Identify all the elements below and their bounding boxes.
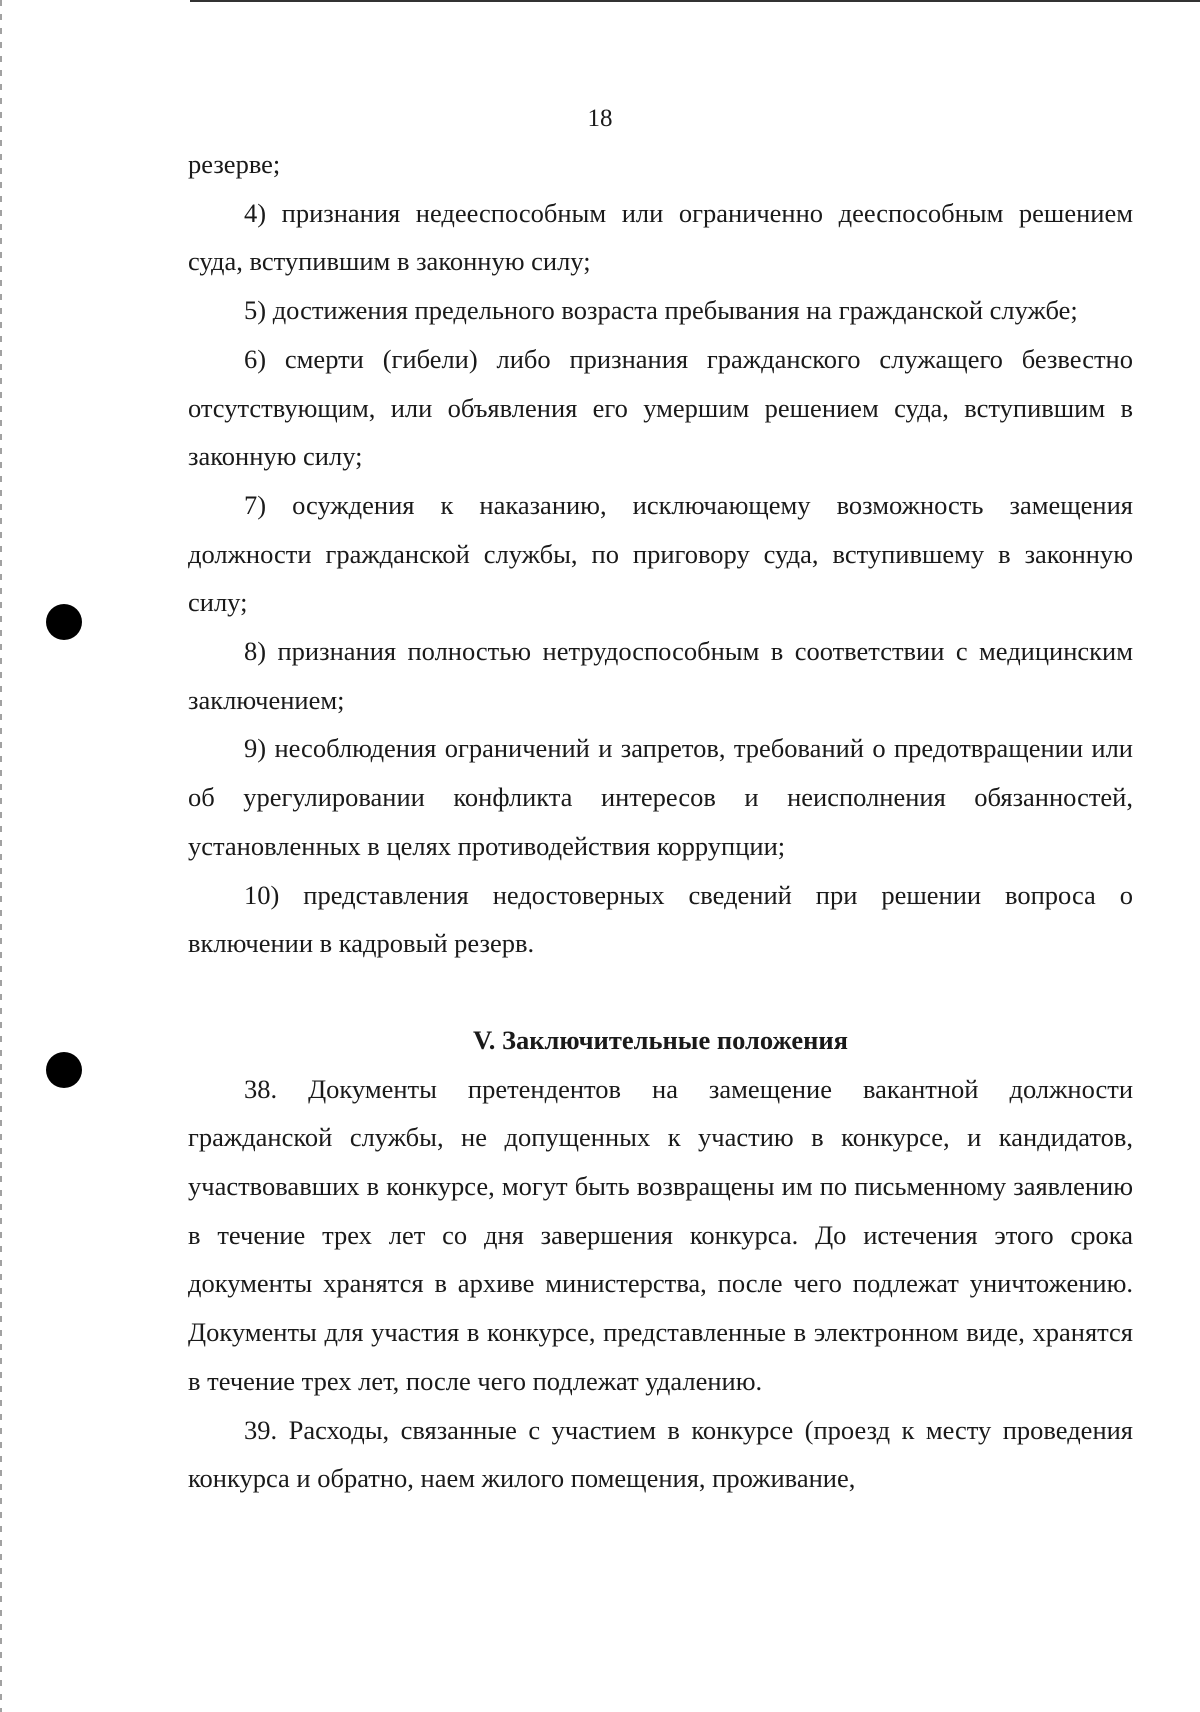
continuation-text: резерве; [188,149,281,179]
page-number: 18 [587,105,613,132]
scan-top-edge [190,0,1200,2]
list-item: 9) несоблюдения ограничений и запретов, требований о предотвращении или об урегулировании конфликта интересов и неисполнения обязанностей, установленных в целях противодействия коррупции; [188,733,1133,861]
document-body [188,140,1133,1503]
list-item: 10) представления недостоверных сведений при решении вопроса о включении в кадровый резерв. [188,879,1133,959]
list-item: 5) достижения предельного возраста пребывания на гражданской службе; [244,295,1078,326]
list-item: 6) смерти (гибели) либо признания гражданского служащего безвестно отсутствующим, или объявления его умершим решением суда, вступившим в законную силу; [188,343,1133,472]
list-item: 4) признания недееспособным или ограниченно дееспособным решением суда, вступившим в законную силу; [188,197,1133,277]
section-heading: V. Заключительные положения [473,1024,848,1055]
punch-hole [46,1052,82,1088]
paragraph: 38. Документы претендентов на замещение вакантной должности гражданской службы, не допущенных к участию в конкурсе, и кандидатов, участвовавших в конкурсе, могут быть возвращены им по письменному заявлению в течение трех лет со дня завершения конкурса. До истечения этого срока документы хранятся в архиве министерства, после чего подлежат уничтожению. Документы для участия в конкурсе, представленные в электронном виде, хранятся в течение трех лет, после чего подлежат удалению. [188,1073,1133,1396]
list-item: 8) признания полностью нетрудоспособным в соответствии с медицинским заключением; [188,636,1133,715]
list-item: 7) осуждения к наказанию, исключающему возможность замещения должности гражданской службы, по приговору суда, вступившему в законную силу; [188,489,1133,618]
punch-hole [46,604,82,640]
paragraph: 39. Расходы, связанные с участием в конкурсе (проезд к месту проведения конкурса и обратно, наем жилого помещения, проживание, [188,1414,1133,1494]
scan-left-edge [0,0,2,1712]
